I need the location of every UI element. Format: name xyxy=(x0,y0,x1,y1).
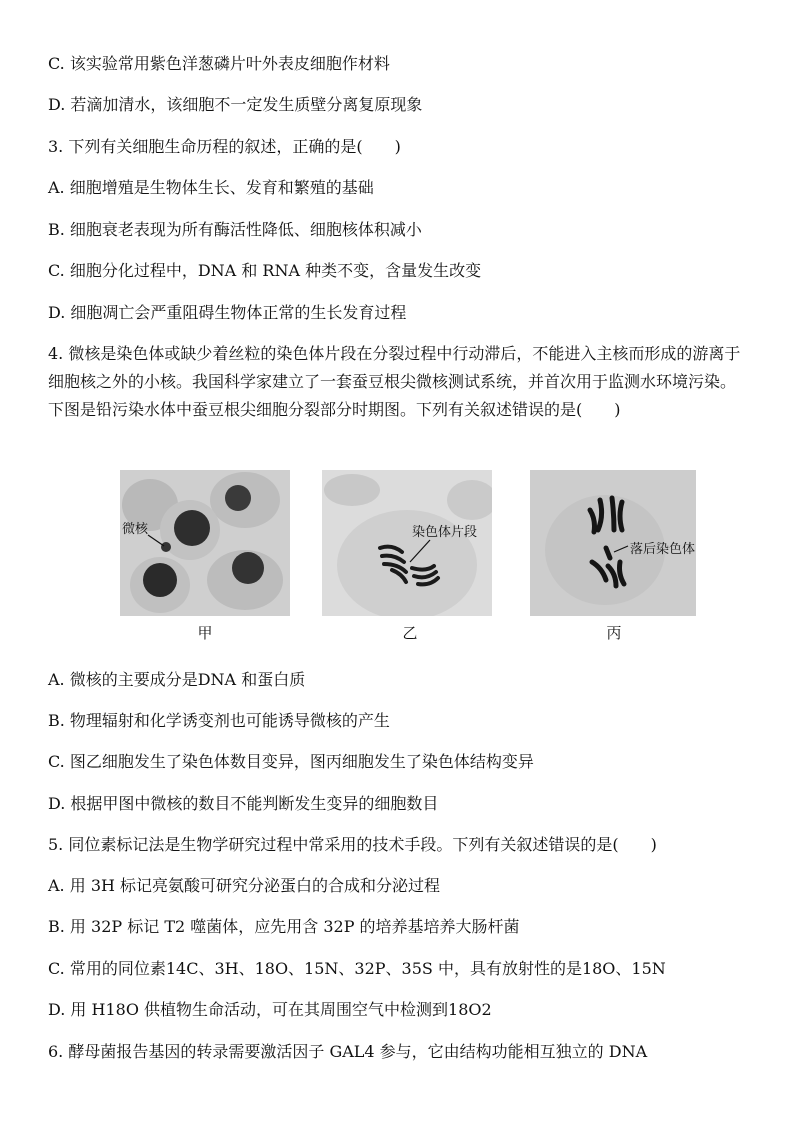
q5-option-c: C. 常用的同位素14C、3H、18O、15N、32P、35S 中，具有放射性的是18O、15N xyxy=(48,959,666,978)
q5-stem: 5. 同位素标记法是生物学研究过程中常采用的技术手段。下列有关叙述错误的是( ) xyxy=(48,835,657,854)
panel-bing-label: 落后染色体 xyxy=(630,542,696,557)
q4-option-b: B. 物理辐射和化学诱变剂也可能诱导微核的产生 xyxy=(48,711,390,730)
cell-division-figure xyxy=(120,470,700,640)
panel-yi-image xyxy=(322,470,492,616)
panel-yi-label: 染色体片段 xyxy=(412,525,478,540)
q3-option-a: A. 细胞增殖是生物体生长、发育和繁殖的基础 xyxy=(48,178,374,197)
q4-option-a: A. 微核的主要成分是DNA 和蛋白质 xyxy=(48,670,306,689)
q5-option-a: A. 用 3H 标记亮氨酸可研究分泌蛋白的合成和分泌过程 xyxy=(48,876,441,895)
q3-stem: 3. 下列有关细胞生命历程的叙述，正确的是( ) xyxy=(48,137,401,156)
q2-option-c: C. 该实验常用紫色洋葱磷片叶外表皮细胞作材料 xyxy=(48,54,390,73)
q4-stem: 4. 微核是染色体或缺少着丝粒的染色体片段在分裂过程中行动滞后，不能进入主核而形成的游离于细胞核之外的小核。我国科学家建立了一套蚕豆根尖微核测试系统，并首次用于监测水环境污染。下图是铅污染水体中蚕豆根尖细胞分裂部分时期图。下列有关叙述错误的是( ) xyxy=(48,344,741,419)
panel-jia-label: 微核 xyxy=(122,522,149,537)
panel-jia-caption: 甲 xyxy=(197,624,213,642)
q5-option-b: B. 用 32P 标记 T2 噬菌体，应先用含 32P 的培养基培养大肠杆菌 xyxy=(48,917,520,936)
q4-option-d: D. 根据甲图中微核的数目不能判断发生变异的细胞数目 xyxy=(48,794,439,813)
q3-option-c: C. 细胞分化过程中，DNA 和 RNA 种类不变，含量发生改变 xyxy=(48,261,482,280)
q3-option-b: B. 细胞衰老表现为所有酶活性降低、细胞核体积减小 xyxy=(48,220,422,239)
q2-option-d: D. 若滴加清水，该细胞不一定发生质壁分离复原现象 xyxy=(48,95,423,114)
q5-option-d: D. 用 H18O 供植物生命活动，可在其周围空气中检测到18O2 xyxy=(48,1000,492,1019)
panel-yi-caption: 乙 xyxy=(402,624,418,642)
panel-jia-image xyxy=(120,470,290,616)
q4-option-c: C. 图乙细胞发生了染色体数目变异，图丙细胞发生了染色体结构变异 xyxy=(48,752,534,771)
panel-bing-caption: 丙 xyxy=(606,624,622,642)
q3-option-d: D. 细胞凋亡会严重阻碍生物体正常的生长发育过程 xyxy=(48,303,407,322)
q6-stem: 6. 酵母菌报告基因的转录需要激活因子 GAL4 参与，它由结构功能相互独立的 DNA xyxy=(48,1042,648,1061)
